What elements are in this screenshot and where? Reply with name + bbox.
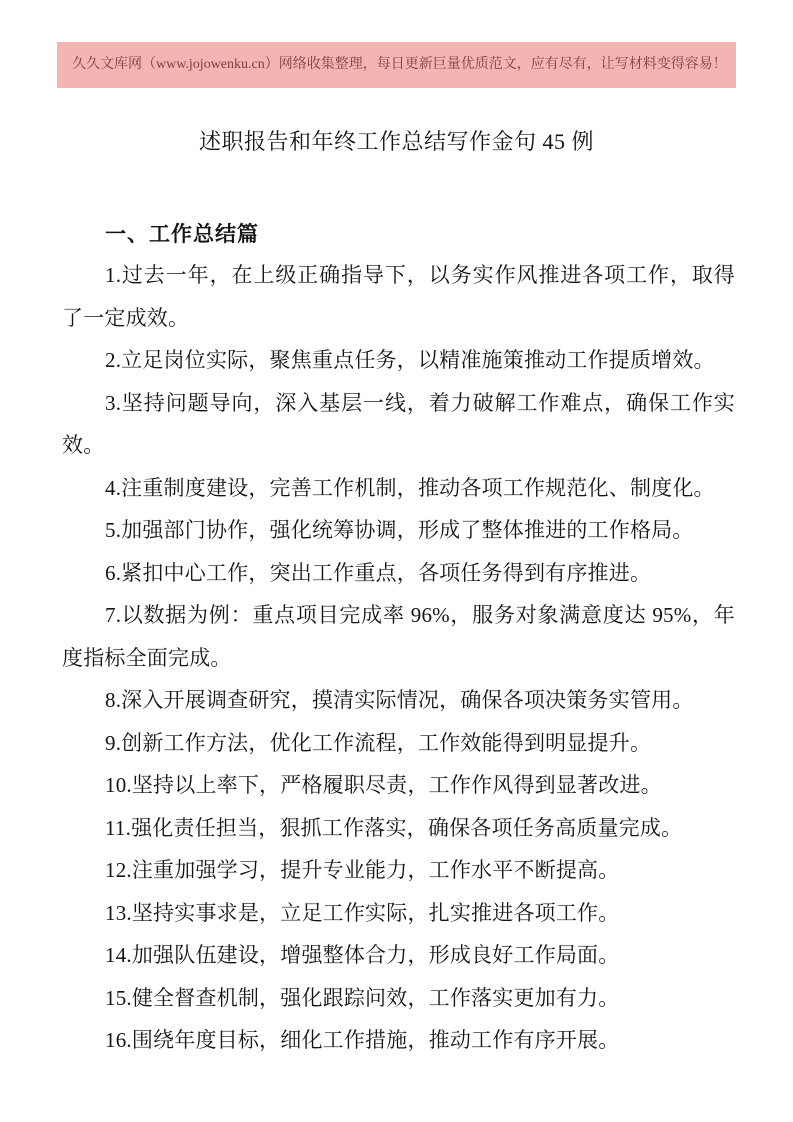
list-item: 12.注重加强学习，提升专业能力，工作水平不断提高。 [105, 858, 620, 882]
list-item: 1.过去一年，在上级正确指导下，以务实作风推进各项工作，取得了一定成效。 [62, 263, 735, 330]
list-item: 11.强化责任担当，狠抓工作落实，确保各项任务高质量完成。 [105, 815, 683, 840]
section-heading: 一、工作总结篇 [105, 223, 259, 246]
list-item: 15.健全督查机制，强化跟踪问效，工作落实更加有力。 [105, 985, 620, 1010]
list-item: 8.深入开展调查研究，摸清实际情况，确保各项决策务实管用。 [105, 688, 694, 712]
list-item: 3.坚持问题导向，深入基层一线，着力破解工作难点，确保工作实效。 [62, 390, 735, 457]
list-item: 9.创新工作方法，优化工作流程，工作效能得到明显提升。 [105, 730, 652, 755]
list-item: 5.加强部门协作，强化统筹协调，形成了整体推进的工作格局。 [105, 518, 694, 542]
document-title: 述职报告和年终工作总结写作金句 45 例 [198, 129, 594, 154]
list-item: 10.坚持以上率下，严格履职尽责，工作作风得到显著改进。 [105, 773, 662, 797]
list-item: 16.围绕年度目标，细化工作措施，推动工作有序开展。 [105, 1028, 620, 1052]
list-item: 7.以数据为例：重点项目完成率 96%，服务对象满意度达 95%，年度指标全面完成。 [62, 603, 735, 670]
watermark-text: 久久文库网（www.jojowenku.cn）网络收集整理，每日更新巨量优质范文，应有尽有，让写材料变得容易！ [72, 57, 727, 72]
list-item: 14.加强队伍建设，增强整体合力，形成良好工作局面。 [105, 943, 620, 967]
list-item: 2.立足岗位实际，聚焦重点任务，以精准施策推动工作提质增效。 [105, 348, 715, 372]
watermark-banner [57, 42, 736, 88]
list-item: 6.紧扣中心工作，突出工作重点，各项任务得到有序推进。 [105, 560, 652, 585]
list-item: 13.坚持实事求是，立足工作实际，扎实推进各项工作。 [105, 900, 620, 925]
item-list [0, 254, 793, 1062]
list-item: 4.注重制度建设，完善工作机制，推动各项工作规范化、制度化。 [105, 475, 715, 500]
